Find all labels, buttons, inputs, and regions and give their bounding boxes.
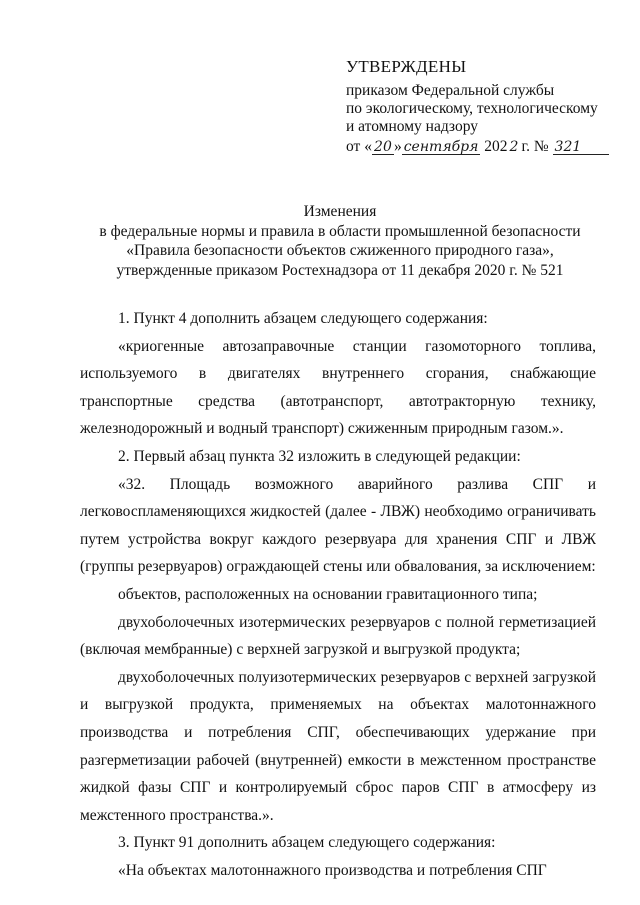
paragraph-quote-1: «криогенные автозаправочные станции газомоторного топлива, используемого в двигателях внутреннего сгорания, снабжающие транспортные средства (автотранспорт, автотракторную технику, железнодорожный и водный транспорт) сжиженным природным газом.». xyxy=(80,337,596,438)
paragraph-item-1: 1. Пункт 4 дополнить абзацем следующего содержания: xyxy=(118,310,488,327)
handwritten-day: 20 xyxy=(372,140,394,155)
handwritten-month: сентября xyxy=(403,139,479,155)
paragraph-exception-3: двухоболочечных полуизотермических резервуаров с верхней загрузкой и выгрузкой продукта, применяемых на объектах малотоннажного производства и потребления СПГ, обеспечивающих удержание при разгерметизации рабочей (внутренней) емкости в межстенном пространстве жидкой фазы СПГ и контролируемый сброс паров СПГ в атмосферу из межстенного пространства.». xyxy=(80,668,596,824)
approval-block xyxy=(346,58,616,156)
heading-line-1: в федеральные нормы и правила в области промышленной безопасности xyxy=(99,222,581,240)
year-prefix: 202 xyxy=(484,138,508,155)
document-heading xyxy=(60,202,620,280)
paragraph-item-3: 3. Пункт 91 дополнить абзацем следующего содержания: xyxy=(118,834,496,852)
approval-line-3: и атомному надзору xyxy=(346,118,478,135)
heading-title: Изменения xyxy=(303,203,377,220)
paragraph-quote-91: «На объектах малотоннажного производства и потребления СПГ xyxy=(118,861,547,879)
handwritten-year-digit: 2 xyxy=(509,139,519,155)
approval-date-line xyxy=(346,138,616,156)
year-unit: г. № xyxy=(521,138,549,155)
date-prefix: от « xyxy=(346,138,372,155)
paragraph-exception-1: объектов, расположенных на основании гравитационного типа; xyxy=(118,585,538,603)
date-quote-close: » xyxy=(393,138,402,155)
heading-line-2: «Правила безопасности объектов сжиженного природного газа», xyxy=(126,242,554,259)
approval-title: УТВЕРЖДЕНЫ xyxy=(346,57,467,76)
approval-line-1: приказом Федеральной службы xyxy=(346,82,555,99)
approval-line-2: по экологическому, технологическому xyxy=(346,100,598,117)
paragraph-quote-32: «32. Площадь возможного аварийного разлива СПГ и легковоспламеняющихся жидкостей (далее - ЛВЖ) необходимо ограничивать путем устройства вокруг каждого резервуара для хранения СПГ и ЛВЖ (группы резервуаров) ограждающей стены или обвалования, за исключением: xyxy=(80,475,596,576)
paragraph-exception-2: двухоболочечных изотермических резервуаров с полной герметизацией (включая мембранные) с верхней загрузкой и выгрузкой продукта; xyxy=(80,613,596,659)
paragraph-item-2: 2. Первый абзац пункта 32 изложить в следующей редакции: xyxy=(118,447,521,465)
heading-line-3: утвержденные приказом Ростехнадзора от 11 декабря 2020 г. № 521 xyxy=(116,261,564,279)
document-body xyxy=(80,305,596,884)
handwritten-order-number: 321 xyxy=(553,140,609,155)
